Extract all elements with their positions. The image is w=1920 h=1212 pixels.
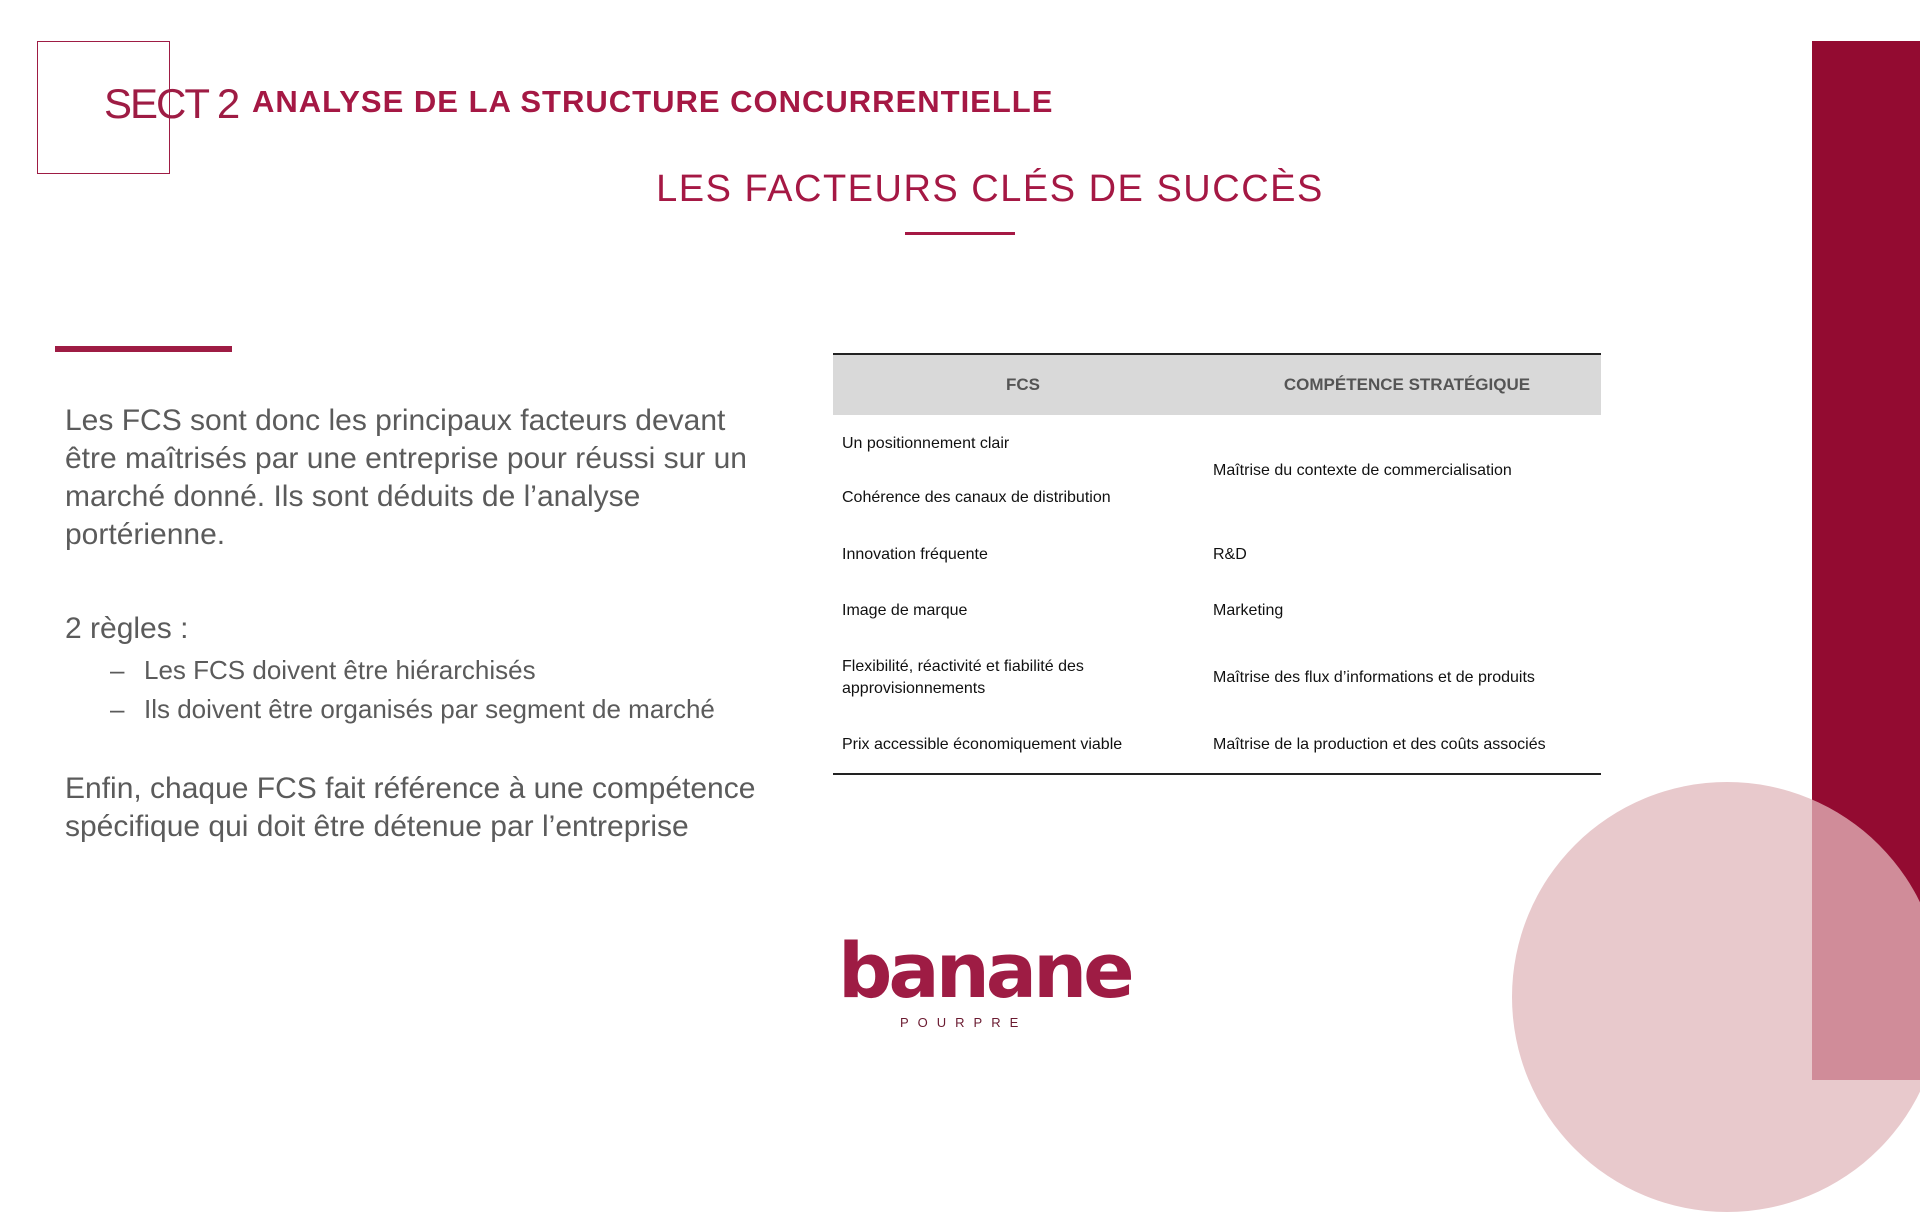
- logo-subtitle: POURPRE: [900, 1015, 1028, 1030]
- cell-fcs: Prix accessible économiquement viable: [842, 736, 1123, 753]
- rule-item: [110, 690, 715, 729]
- fcs-table: [833, 353, 1601, 775]
- page-title: LES FACTEURS CLÉS DE SUCCÈS: [656, 168, 1324, 210]
- dash-bullet: –: [110, 694, 125, 724]
- cell-competence: Maîtrise des flux d’informations et de produits: [1213, 669, 1535, 686]
- title-underline: [905, 232, 1015, 235]
- cell-competence: R&D: [1213, 546, 1247, 563]
- cell-competence: Marketing: [1213, 602, 1284, 619]
- table-header: [833, 355, 1601, 415]
- left-accent-bar: [55, 346, 232, 352]
- cell-fcs: Flexibilité, réactivité et fiabilité des approvisionnements: [842, 658, 1084, 697]
- table-row: [833, 717, 1601, 773]
- conclusion-paragraph: Enfin, chaque FCS fait référence à une compétence spécifique qui doit être détenue par l’entreprise: [65, 772, 756, 843]
- table-row: [833, 639, 1601, 717]
- rules-title: 2 règles :: [65, 612, 189, 645]
- decorative-circle-overlap: [1812, 782, 1920, 1080]
- cell-fcs-line: Un positionnement clair: [842, 435, 1010, 452]
- section-label: SECT 2: [104, 80, 239, 127]
- cell-fcs: Innovation fréquente: [842, 546, 988, 563]
- table-row: [833, 583, 1601, 639]
- intro-paragraph: Les FCS sont donc les principaux facteurs devant être maîtrisés par une entreprise pour réussi sur un marché donné. Ils sont déduits de l’analyse portérienne.: [65, 404, 747, 551]
- cell-fcs: Image de marque: [842, 602, 968, 619]
- table-row: [833, 415, 1601, 527]
- header-fcs: FCS: [1006, 375, 1040, 394]
- rule-text: Les FCS doivent être hiérarchisés: [144, 655, 536, 685]
- logo-wordmark: banane: [838, 926, 1131, 1015]
- table-row: [833, 527, 1601, 583]
- table-bottom-rule: [833, 773, 1601, 775]
- rule-text: Ils doivent être organisés par segment de marché: [144, 694, 715, 724]
- cell-fcs: [833, 415, 1213, 527]
- cell-competence: Maîtrise de la production et des coûts associés: [1213, 736, 1546, 753]
- cell-competence: Maîtrise du contexte de commercialisation: [1213, 462, 1512, 479]
- rules-list: [110, 651, 715, 729]
- header-competence: COMPÉTENCE STRATÉGIQUE: [1283, 375, 1531, 394]
- section-title: ANALYSE DE LA STRUCTURE CONCURRENTIELLE: [252, 84, 1054, 119]
- rule-item: [110, 651, 715, 690]
- dash-bullet: –: [110, 655, 125, 685]
- brand-logo: [838, 926, 1131, 1030]
- cell-fcs-line: Cohérence des canaux de distribution: [842, 489, 1111, 506]
